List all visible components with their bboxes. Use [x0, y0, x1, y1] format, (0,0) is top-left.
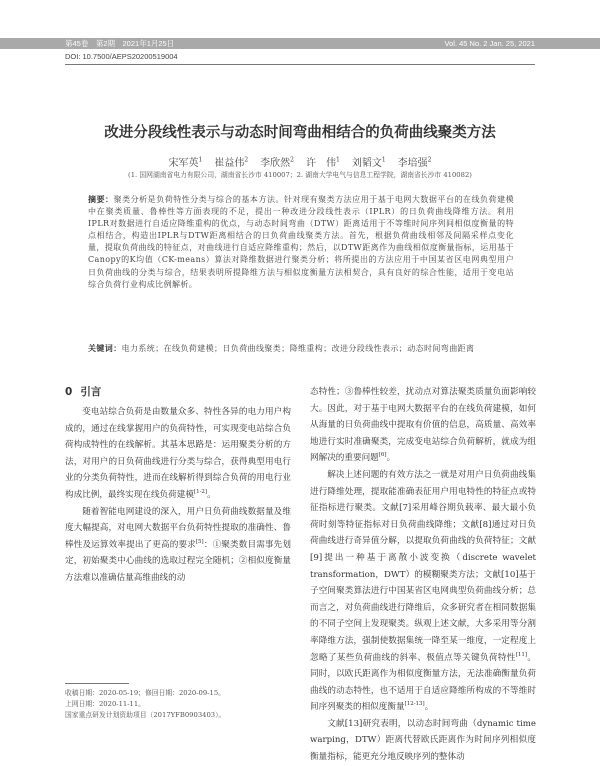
- abstract-label: 摘要：: [88, 195, 114, 204]
- author-name: 刘韬文$^1$: [351, 156, 386, 169]
- abstract: [88, 194, 514, 291]
- footnote: [65, 688, 295, 722]
- citation-ref[interactable]: [12-13]: [404, 701, 425, 708]
- footnote-line: 上网日期：2020-11-11。: [65, 700, 145, 709]
- author-affiliation-mark: 2: [290, 156, 294, 164]
- keywords-text: 电力系统；在线负荷建模；日负荷曲线聚类；降维重构；改进分段线性表示；动态时间弯曲距离: [121, 344, 475, 353]
- author-name: 宋军英$^1$: [168, 156, 203, 169]
- body-paragraph: 解决上述问题的有效方法之一就是对用户日负荷曲线集进行降维处理，提取能准确表征用户用电特性的特征点或特征指标进行聚类。文献[7]采用峰谷期负载率、最大最小负荷时刻等特征指标对日负荷曲线降维；文献[8]通过对日负荷曲线进行奇异值分解，以提取负荷曲线的负荷特征；文献[9]提出一种基于离散小波变换（discrete wavelet transformation，DWT）的模糊聚类方法；文献[10]基于子空间聚类算法进行中国某省区电网典型负荷曲线分析；总而言之，对负荷曲线进行降维后，众多研究者在相同数据集的不同子空间上发现聚类。纵观上述文献，大多采用等分割率降维方法，强制使数据集统一降至某一维度，一定程度上忽略了某些负荷曲线的斜率、极值点等关键负荷特性[11]。同时，以欧氏距离作为相似度衡量方法，无法准确衡量负荷曲线的动态特性，也不适用于自适应降维所构成的不等维时间序列聚类的相似度衡量[12-13]。: [310, 469, 536, 713]
- author-name: 李欣然$^2$: [260, 156, 294, 169]
- author-affiliation-mark: 1: [381, 156, 386, 164]
- doi[interactable]: DOI: 10.7500/AEPS20200519004: [65, 52, 178, 61]
- citation-ref[interactable]: [5]: [195, 538, 204, 545]
- section-number: 0: [65, 386, 73, 398]
- affiliation: (1. 国网湖南省电力有限公司，湖南省长沙市 410007；2. 湖南大学电气与信息工程学院，湖南省长沙市 410082): [128, 171, 472, 179]
- body-paragraph: 态特性；③鲁棒性较差，扰动点对算法聚类质量负面影响较大。因此，对于基于电网大数据平台的在线负荷建模，如何从海量的日负荷曲线中提取有价值的信息，高质量、高效率地进行实时准确聚类，完成变电站综合负荷解析，就成为组网解决的重要问题[6]。: [310, 387, 536, 464]
- body-column-left: [65, 404, 291, 587]
- citation-ref[interactable]: [11]: [515, 651, 528, 658]
- footnote-divider: [65, 683, 129, 684]
- body-paragraph: 随着智能电网建设的深入，用户日负荷曲线数据量及维度大幅提高，对电网大数据平台负荷特性提取的准确性、鲁棒性及运算效率提出了更高的要求[5]：①聚类数目需事先划定，初始聚类中心曲线的选取过程完全随机；②相似度衡量方法难以准确估量高维曲线的动: [65, 506, 291, 583]
- author-affiliation-mark: 2: [427, 156, 432, 164]
- paper-title: 改进分段线性表示与动态时间弯曲相结合的负荷曲线聚类方法: [104, 125, 496, 141]
- body-paragraph: 变电站综合负荷是由数量众多、特性各异的电力用户构成的，通过在线掌握用户的负荷特性，可实现变电站综合负荷构成特性的在线解析。其基本思路是：运用聚类分析的方法，对用户的日负荷曲线进行分类与综合，获得典型用电行业的分类负荷特性，进而在线解析得到综合负荷的用电行业构成比例，最终实现在线负荷建模[1-2]。: [65, 407, 291, 500]
- citation-ref[interactable]: [6]: [378, 452, 387, 459]
- section-title: 引言: [80, 386, 102, 398]
- footnote-line: 国家重点研发计划资助项目（2017YFB0903403）。: [65, 711, 226, 720]
- body-column-right: [310, 384, 536, 766]
- abstract-text: 聚类分析是负荷特性分类与综合的基本方法。针对现有聚类方法应用于基于电网大数据平台的在线负荷建模中在聚类质量、鲁棒性等方面表现的不足，提出一种改进分段线性表示（IPLR）的日负荷曲线降维方法。利用IPLR对数据进行自适应降维重构的优点，与动态时间弯曲（DTW）距离适用于不等维时间序列间相似度衡量的特点相结合，构造出IPLR与DTW距离相结合的日负荷曲线聚类方法。首先，根据负荷曲线相邻及间隔采样点变化量，提取负荷曲线的特征点，对曲线进行自适应降维重构；然后，以DTW距离作为曲线相似度衡量指标，运用基于Canopy的K均值（CK-means）算法对降维数据进行聚类分析；将所提出的方法应用于中国某省区电网典型用户日负荷曲线的分类与综合，结果表明所提降维方法与相似度衡量方法相契合，具有良好的综合性能，适用于变电站综合负荷行业构成比例解析。: [88, 195, 515, 289]
- author-name: 李培强$^2$: [397, 156, 432, 169]
- issue-info: 第45卷 第2期 2021年1月25日: [65, 39, 175, 48]
- issue-info-en: Vol. 45 No. 2 Jan. 25, 2021: [444, 39, 535, 48]
- footnote-line: 收稿日期：2020-05-19；修回日期：2020-09-15。: [65, 689, 225, 697]
- author-name: 许 伟$^1$: [306, 156, 340, 169]
- author-affiliation-mark: 1: [336, 156, 340, 164]
- keywords: [88, 343, 514, 356]
- citation-ref[interactable]: [1-2]: [193, 489, 208, 496]
- author-name: 崔益伟$^2$: [214, 156, 249, 169]
- author-affiliation-mark: 2: [244, 156, 249, 164]
- section-heading: [65, 384, 101, 399]
- author-affiliation-mark: 1: [198, 156, 203, 164]
- author-list: [0, 154, 600, 169]
- body-paragraph: 文献[13]研究表明，以动态时间弯曲（dynamic time warping，DTW）距离代替欧氏距离作为时间序列相似度衡量指标，能更充分地反映序列的整体动: [310, 718, 536, 763]
- header-divider: [65, 64, 535, 65]
- keywords-label: 关键词：: [88, 344, 122, 353]
- header-bar: [0, 38, 600, 49]
